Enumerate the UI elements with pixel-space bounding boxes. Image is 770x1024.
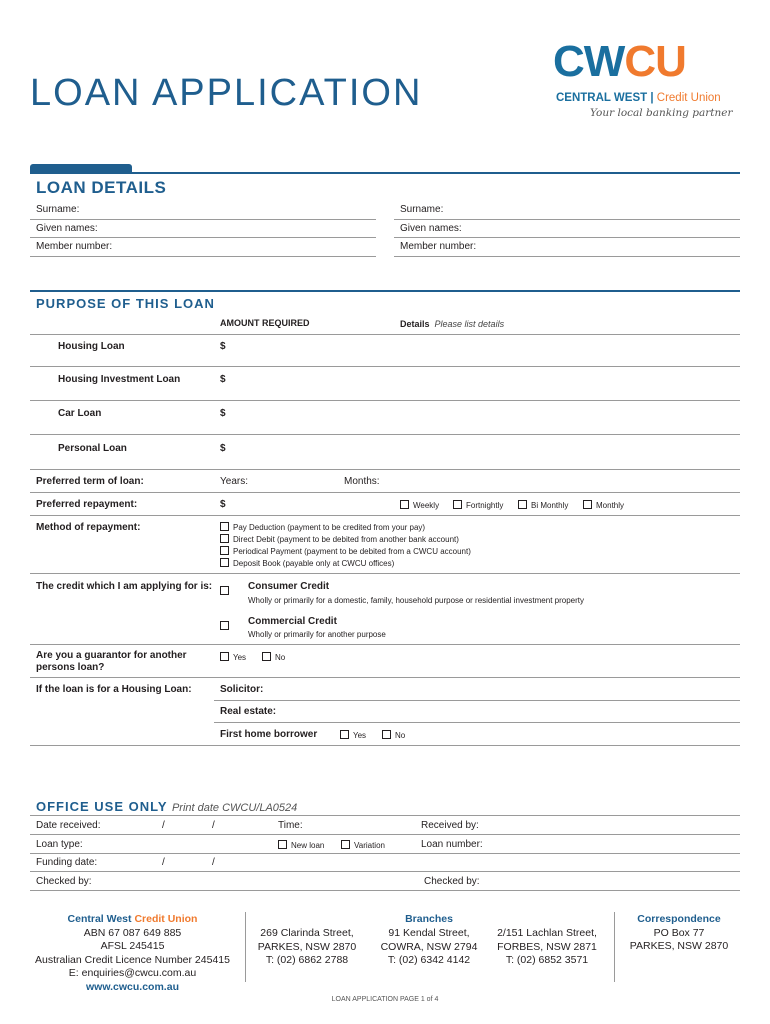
checkbox-icon — [220, 621, 229, 630]
housing-investment-loan-label: Housing Investment Loan — [58, 374, 181, 385]
personal-loan-amount[interactable]: $ — [220, 443, 226, 454]
housing-loan-label: Housing Loan — [58, 341, 125, 352]
checkbox-icon — [220, 586, 229, 595]
years-field[interactable]: Years: — [220, 476, 248, 487]
months-field[interactable]: Months: — [344, 476, 380, 487]
logo-org-name: CENTRAL WEST | Credit Union — [556, 92, 721, 104]
row-line — [30, 834, 740, 835]
solicitor-field[interactable]: Solicitor: — [220, 684, 264, 695]
consumer-credit-checkbox[interactable] — [220, 581, 233, 599]
amount-required-header: AMOUNT REQUIRED — [220, 318, 310, 328]
branch-phone: T: (02) 6852 3571 — [505, 954, 589, 966]
direct-debit-checkbox[interactable]: Direct Debit (payment to be debited from another bank account) — [220, 534, 459, 544]
surname-field-1[interactable]: Surname: — [36, 204, 80, 215]
new-loan-checkbox[interactable]: New loan — [278, 840, 324, 850]
field-line — [394, 219, 740, 220]
loan-details-heading: LOAN DETAILS — [36, 178, 167, 197]
details-header: Details Please list details — [400, 319, 505, 329]
checkbox-icon — [453, 500, 462, 509]
footer-abn: ABN 67 087 649 885 — [83, 926, 182, 939]
branch-forbes — [488, 927, 606, 968]
periodical-payment-checkbox[interactable]: Periodical Payment (payment to be debited from a CWCU account) — [220, 546, 471, 556]
footer-web-link[interactable]: www.cwcu.com.au — [86, 980, 179, 993]
footer-org — [30, 913, 235, 994]
footer-org-name: Central West Credit Union — [67, 913, 198, 925]
row-line — [30, 469, 740, 470]
branch-suburb: PARKES, NSW 2870 — [257, 940, 357, 953]
checkbox-icon — [220, 534, 229, 543]
section-rule — [30, 172, 740, 174]
date-separator: / — [212, 820, 215, 831]
correspondence-suburb: PARKES, NSW 2870 — [629, 940, 729, 952]
row-line — [214, 722, 740, 723]
field-line — [394, 237, 740, 238]
row-line — [30, 745, 740, 746]
personal-loan-label: Personal Loan — [58, 443, 127, 454]
branch-address: 2/151 Lachlan Street, — [497, 927, 597, 939]
branch-cowra — [370, 927, 488, 968]
commercial-credit-checkbox[interactable] — [220, 616, 233, 634]
checkbox-icon — [340, 730, 349, 739]
footer-email-link[interactable]: E: enquiries@cwcu.com.au — [68, 967, 197, 979]
row-line — [30, 815, 740, 816]
time-field[interactable]: Time: — [278, 820, 303, 831]
office-use-heading: OFFICE USE ONLY Print date CWCU/LA0524 — [36, 799, 298, 814]
checkbox-icon — [220, 558, 229, 567]
footer-divider — [614, 912, 615, 982]
row-line — [30, 366, 740, 367]
branch-suburb: COWRA, NSW 2794 — [380, 940, 478, 953]
branch-address: 269 Clarinda Street, — [260, 927, 354, 939]
field-line — [394, 256, 740, 257]
branch-parkes — [252, 927, 362, 968]
row-line — [30, 492, 740, 493]
repayment-label: Preferred repayment: — [36, 499, 138, 510]
weekly-checkbox[interactable]: Weekly — [400, 500, 439, 510]
field-line — [30, 237, 376, 238]
commercial-credit-desc: Wholly or primarily for another purpose — [248, 630, 386, 639]
surname-field-2[interactable]: Surname: — [400, 204, 444, 215]
row-line — [30, 871, 740, 872]
section-rule — [30, 290, 740, 292]
car-loan-amount[interactable]: $ — [220, 408, 226, 419]
checkbox-icon — [583, 500, 592, 509]
checked-by-left-field[interactable]: Checked by: — [36, 876, 92, 887]
checkbox-icon — [220, 522, 229, 531]
term-label: Preferred term of loan: — [36, 476, 144, 487]
checkbox-icon — [220, 546, 229, 555]
date-separator: / — [212, 857, 215, 868]
checked-by-right-field[interactable]: Checked by: — [424, 876, 480, 887]
row-line — [30, 400, 740, 401]
branch-phone: T: (02) 6862 2788 — [265, 954, 349, 966]
given-names-field-2[interactable]: Given names: — [400, 223, 462, 234]
page-title: LOAN APPLICATION — [30, 72, 423, 114]
row-line — [30, 334, 740, 335]
first-home-no-checkbox[interactable]: No — [382, 730, 405, 740]
footer-divider — [245, 912, 246, 982]
row-line — [30, 434, 740, 435]
field-line — [30, 256, 376, 257]
pay-deduction-checkbox[interactable]: Pay Deduction (payment to be credited from your pay) — [220, 522, 425, 532]
row-line — [30, 573, 740, 574]
housing-loan-amount[interactable]: $ — [220, 341, 226, 352]
real-estate-field[interactable]: Real estate: — [220, 706, 277, 717]
repayment-amount[interactable]: $ — [220, 499, 226, 510]
car-loan-label: Car Loan — [58, 408, 102, 419]
monthly-checkbox[interactable]: Monthly — [583, 500, 624, 510]
housing-investment-amount[interactable]: $ — [220, 374, 226, 385]
date-separator: / — [162, 820, 165, 831]
footer-afsl: AFSL 245415 — [100, 940, 165, 952]
given-names-field-1[interactable]: Given names: — [36, 223, 98, 234]
method-label: Method of repayment: — [36, 522, 141, 533]
variation-checkbox[interactable]: Variation — [341, 840, 385, 850]
bimonthly-checkbox[interactable]: Bi Monthly — [518, 500, 568, 510]
row-line — [30, 677, 740, 678]
row-line — [30, 890, 740, 891]
row-line — [30, 853, 740, 854]
guarantor-label: Are you a guarantor for another persons loan? — [36, 650, 187, 673]
checkbox-icon — [262, 652, 271, 661]
guarantor-no-checkbox[interactable]: No — [262, 652, 285, 662]
cwcu-logo: CWCU — [553, 37, 686, 86]
member-number-field-2[interactable]: Member number: — [400, 241, 477, 252]
checkbox-icon — [382, 730, 391, 739]
row-line — [30, 644, 740, 645]
housing-loan-section-label: If the loan is for a Housing Loan: — [36, 684, 192, 695]
commercial-credit-title: Commercial Credit — [248, 616, 337, 627]
section-tab — [30, 164, 132, 172]
footer-licence: Australian Credit Licence Number 245415 — [35, 953, 230, 966]
page-number: LOAN APPLICATION PAGE 1 of 4 — [331, 996, 439, 1003]
received-by-field[interactable]: Received by: — [421, 820, 479, 831]
correspondence — [620, 913, 738, 954]
branch-suburb: FORBES, NSW 2871 — [497, 940, 597, 953]
correspondence-heading: Correspondence — [637, 913, 721, 925]
first-home-label: First home borrower — [220, 729, 318, 740]
checkbox-icon — [278, 840, 287, 849]
loan-type-label: Loan type: — [36, 839, 83, 850]
credit-label: The credit which I am applying for is: — [36, 581, 213, 592]
field-line — [30, 219, 376, 220]
purpose-heading: PURPOSE OF THIS LOAN — [36, 296, 215, 311]
deposit-book-checkbox[interactable]: Deposit Book (payable only at CWCU offices) — [220, 558, 394, 568]
consumer-credit-title: Consumer Credit — [248, 581, 330, 592]
consumer-credit-desc: Wholly or primarily for a domestic, family, household purpose or residential investment property — [248, 596, 584, 605]
logo-tagline: Your local banking partner — [590, 107, 733, 119]
checkbox-icon — [518, 500, 527, 509]
loan-number-field[interactable]: Loan number: — [421, 839, 483, 850]
checkbox-icon — [400, 500, 409, 509]
member-number-field-1[interactable]: Member number: — [36, 241, 113, 252]
row-line — [214, 700, 740, 701]
branch-address: 91 Kendal Street, — [388, 927, 470, 939]
date-received-field[interactable]: Date received: — [36, 820, 101, 831]
row-line — [30, 515, 740, 516]
checkbox-icon — [220, 652, 229, 661]
date-separator: / — [162, 857, 165, 868]
first-home-yes-checkbox[interactable]: Yes — [340, 730, 366, 740]
branches-heading: Branches — [405, 913, 453, 925]
checkbox-icon — [341, 840, 350, 849]
guarantor-yes-checkbox[interactable]: Yes — [220, 652, 246, 662]
fortnightly-checkbox[interactable]: Fortnightly — [453, 500, 503, 510]
correspondence-po-box: PO Box 77 — [653, 926, 705, 939]
funding-date-field[interactable]: Funding date: — [36, 857, 98, 868]
branch-phone: T: (02) 6342 4142 — [387, 954, 471, 966]
